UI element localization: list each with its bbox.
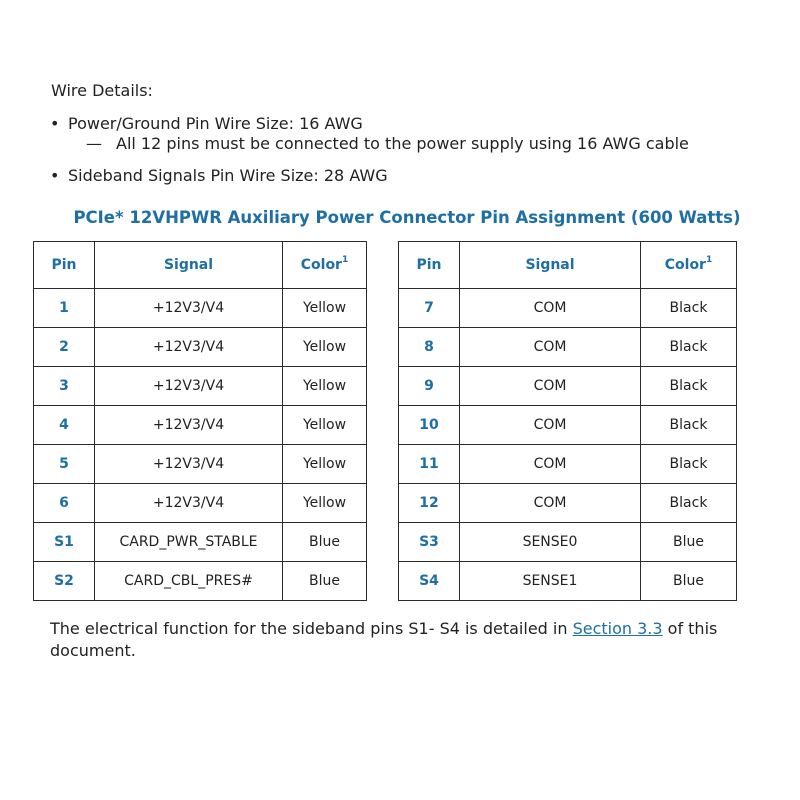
color-cell: Black xyxy=(641,406,737,445)
color-cell: Black xyxy=(641,289,737,328)
signal-cell: +12V3/V4 xyxy=(95,406,283,445)
color-footnote-marker: 1 xyxy=(705,255,713,265)
color-cell: Black xyxy=(641,367,737,406)
footer-paragraph xyxy=(50,618,785,662)
bullet-dot: • xyxy=(50,166,60,185)
signal-cell: CARD_CBL_PRES# xyxy=(95,562,283,601)
color-cell: Yellow xyxy=(283,445,367,484)
table-row xyxy=(34,445,367,484)
pin-cell: S1 xyxy=(34,523,95,562)
signal-cell: COM xyxy=(460,289,641,328)
color-cell: Blue xyxy=(283,523,367,562)
color-cell: Blue xyxy=(641,523,737,562)
signal-cell: SENSE0 xyxy=(460,523,641,562)
signal-cell: COM xyxy=(460,484,641,523)
pin-cell: 1 xyxy=(34,289,95,328)
table-row xyxy=(34,367,367,406)
table-row xyxy=(399,328,737,367)
table-row xyxy=(399,406,737,445)
signal-cell: COM xyxy=(460,367,641,406)
color-cell: Blue xyxy=(283,562,367,601)
header-signal: Signal xyxy=(460,242,641,289)
header-pin: Pin xyxy=(399,242,460,289)
table-row xyxy=(399,484,737,523)
signal-cell: COM xyxy=(460,445,641,484)
sub-item-all-pins-16awg xyxy=(86,133,689,155)
color-cell: Black xyxy=(641,484,737,523)
pin-cell: 3 xyxy=(34,367,95,406)
signal-cell: +12V3/V4 xyxy=(95,484,283,523)
header-signal: Signal xyxy=(95,242,283,289)
header-color-label: Color xyxy=(300,257,342,273)
pin-cell: 11 xyxy=(399,445,460,484)
table-row xyxy=(34,562,367,601)
pin-cell: S2 xyxy=(34,562,95,601)
sub-item-dash: — xyxy=(86,134,102,153)
color-cell: Blue xyxy=(641,562,737,601)
color-cell: Yellow xyxy=(283,328,367,367)
pin-cell: 12 xyxy=(399,484,460,523)
footer-text-after: of this document. xyxy=(50,619,718,660)
table-row xyxy=(34,523,367,562)
signal-cell: COM xyxy=(460,406,641,445)
footer-text-before: The electrical function for the sideband pins S1- S4 is detailed in xyxy=(50,619,573,638)
pin-cell: S3 xyxy=(399,523,460,562)
pin-cell: 9 xyxy=(399,367,460,406)
pin-cell: 10 xyxy=(399,406,460,445)
pin-cell: S4 xyxy=(399,562,460,601)
table-row xyxy=(399,523,737,562)
color-cell: Yellow xyxy=(283,289,367,328)
color-cell: Yellow xyxy=(283,406,367,445)
signal-cell: +12V3/V4 xyxy=(95,328,283,367)
section-3-3-link[interactable]: Section 3.3 xyxy=(572,619,663,638)
table-row xyxy=(399,289,737,328)
table-row xyxy=(399,562,737,601)
table-header-row xyxy=(399,242,737,289)
header-color xyxy=(641,242,737,289)
table-row xyxy=(399,367,737,406)
pin-cell: 5 xyxy=(34,445,95,484)
header-color-label: Color xyxy=(664,257,706,273)
pin-cell: 8 xyxy=(399,328,460,367)
table-header-row xyxy=(34,242,367,289)
color-cell: Yellow xyxy=(283,484,367,523)
pin-cell: 4 xyxy=(34,406,95,445)
pin-cell: 6 xyxy=(34,484,95,523)
table-row xyxy=(34,328,367,367)
bullet-dot: • xyxy=(50,114,60,133)
table-row xyxy=(34,406,367,445)
color-cell: Yellow xyxy=(283,367,367,406)
signal-cell: COM xyxy=(460,328,641,367)
color-footnote-marker: 1 xyxy=(341,255,349,265)
signal-cell: +12V3/V4 xyxy=(95,367,283,406)
signal-cell: CARD_PWR_STABLE xyxy=(95,523,283,562)
signal-cell: +12V3/V4 xyxy=(95,445,283,484)
bullet-text: Sideband Signals Pin Wire Size: 28 AWG xyxy=(68,166,388,185)
bullet-text: Power/Ground Pin Wire Size: 16 AWG xyxy=(68,114,363,133)
wire-details-heading: Wire Details: xyxy=(51,81,153,100)
table-row xyxy=(34,484,367,523)
table-title: PCIe* 12VHPWR Auxiliary Power Connector Pin Assignment (600 Watts) xyxy=(73,208,741,227)
pin-cell: 2 xyxy=(34,328,95,367)
bullet-power-ground-wire-size xyxy=(50,113,363,135)
header-color xyxy=(283,242,367,289)
color-cell: Black xyxy=(641,328,737,367)
table-row xyxy=(399,445,737,484)
header-pin: Pin xyxy=(34,242,95,289)
pin-cell: 7 xyxy=(399,289,460,328)
table-row xyxy=(34,289,367,328)
signal-cell: SENSE1 xyxy=(460,562,641,601)
pin-table-right xyxy=(398,241,737,601)
sub-item-text: All 12 pins must be connected to the power supply using 16 AWG cable xyxy=(116,134,689,153)
color-cell: Black xyxy=(641,445,737,484)
pin-table-left xyxy=(33,241,367,601)
signal-cell: +12V3/V4 xyxy=(95,289,283,328)
bullet-sideband-wire-size xyxy=(50,165,388,187)
